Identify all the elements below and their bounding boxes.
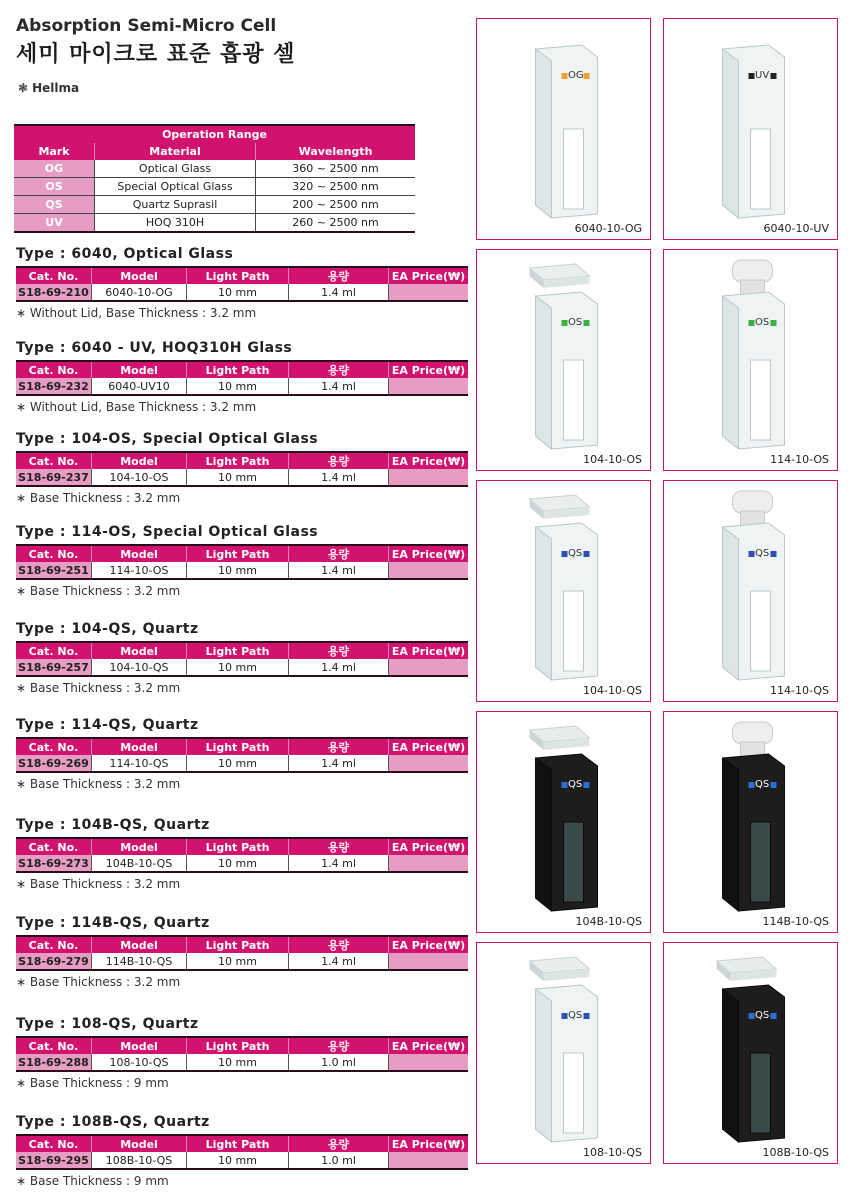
col-header-price: EA Price(₩) [389,1037,469,1054]
light-path-cell: 10 mm [187,855,289,872]
col-header-cat-no: Cat. No. [16,267,92,284]
col-header-light-path: Light Path [187,361,289,378]
cuvette-illustration [664,481,837,686]
product-section [16,340,471,414]
table-row [16,469,468,486]
col-header-cat-no: Cat. No. [16,361,92,378]
col-header-volume: 용량 [289,838,389,855]
operation-range-table [14,124,415,233]
cuvette-mark-label: QS [568,548,583,559]
product-section [16,246,471,320]
page-title-ko: 세미 마이크로 표준 흡광 셀 [16,42,296,67]
col-header-model: Model [92,361,187,378]
col-header-volume: 용량 [289,452,389,469]
model-cell: 114-10-OS [92,562,187,579]
product-image-panel [476,18,651,240]
model-cell: 104B-10-QS [92,855,187,872]
col-header-cat-no: Cat. No. [16,1037,92,1054]
mark-cell: QS [14,196,95,214]
cuvette-illustration [664,943,837,1148]
col-header-model: Model [92,1037,187,1054]
product-section [16,915,471,989]
model-cell: 114-10-QS [92,755,187,772]
cuvette-mark-label: QS [755,779,770,790]
col-header-light-path: Light Path [187,545,289,562]
col-header-material: Material [95,143,256,160]
volume-cell: 1.4 ml [289,755,389,772]
light-path-cell: 10 mm [187,284,289,301]
image-caption: 104B-10-QS [575,915,642,928]
model-cell: 104-10-OS [92,469,187,486]
col-header-model: Model [92,545,187,562]
volume-cell: 1.4 ml [289,469,389,486]
light-path-cell: 10 mm [187,659,289,676]
product-section [16,717,471,791]
col-header-price: EA Price(₩) [389,361,469,378]
col-header-volume: 용량 [289,545,389,562]
col-header-model: Model [92,452,187,469]
volume-cell: 1.0 ml [289,1054,389,1071]
cuvette-illustration [664,250,837,455]
price-cell [389,469,469,486]
product-table [16,1036,468,1072]
product-note: ∗ Without Lid, Base Thickness : 3.2 mm [16,400,257,414]
product-table [16,266,468,302]
material-cell: Special Optical Glass [95,178,256,196]
table-row [16,1054,468,1071]
product-note: ∗ Base Thickness : 3.2 mm [16,584,181,598]
product-section [16,1016,471,1090]
volume-cell: 1.4 ml [289,659,389,676]
col-header-model: Model [92,642,187,659]
col-header-light-path: Light Path [187,936,289,953]
cuvette-illustration [664,19,837,224]
cat-no-cell: S18-69-210 [16,284,92,301]
cuvette-illustration [477,943,650,1148]
col-header-cat-no: Cat. No. [16,936,92,953]
col-header-volume: 용량 [289,936,389,953]
col-header-mark: Mark [14,143,95,160]
col-header-cat-no: Cat. No. [16,642,92,659]
light-path-cell: 10 mm [187,1054,289,1071]
product-type-title: Type : 104-QS, Quartz [16,621,199,637]
material-cell: Optical Glass [95,160,256,178]
volume-cell: 1.0 ml [289,1152,389,1169]
cat-no-cell: S18-69-257 [16,659,92,676]
price-cell [389,1152,469,1169]
cuvette-illustration [664,712,837,917]
product-section [16,431,471,505]
cat-no-cell: S18-69-269 [16,755,92,772]
product-type-title: Type : 6040, Optical Glass [16,246,234,262]
col-header-cat-no: Cat. No. [16,452,92,469]
table-row [16,855,468,872]
col-header-price: EA Price(₩) [389,838,469,855]
price-cell [389,855,469,872]
col-header-price: EA Price(₩) [389,267,469,284]
cat-no-cell: S18-69-251 [16,562,92,579]
col-header-cat-no: Cat. No. [16,545,92,562]
product-type-title: Type : 6040 - UV, HOQ310H Glass [16,340,293,356]
cat-no-cell: S18-69-232 [16,378,92,395]
col-header-light-path: Light Path [187,838,289,855]
light-path-cell: 10 mm [187,469,289,486]
volume-cell: 1.4 ml [289,953,389,970]
product-table [16,935,468,971]
table-row [14,178,415,196]
product-section [16,621,471,695]
table-row [16,284,468,301]
col-header-light-path: Light Path [187,267,289,284]
col-header-light-path: Light Path [187,1037,289,1054]
price-cell [389,755,469,772]
model-cell: 108-10-QS [92,1054,187,1071]
brand-logo [18,81,79,95]
col-header-price: EA Price(₩) [389,738,469,755]
cat-no-cell: S18-69-237 [16,469,92,486]
table-row [16,1152,468,1169]
product-image-panel [663,249,838,471]
col-header-model: Model [92,1135,187,1152]
col-header-light-path: Light Path [187,452,289,469]
product-section [16,817,471,891]
col-header-price: EA Price(₩) [389,1135,469,1152]
table-row [16,755,468,772]
cat-no-cell: S18-69-273 [16,855,92,872]
col-header-price: EA Price(₩) [389,452,469,469]
light-path-cell: 10 mm [187,953,289,970]
product-note: ∗ Base Thickness : 3.2 mm [16,975,181,989]
product-table [16,451,468,487]
cuvette-mark-label: OG [568,70,584,81]
image-caption: 114-10-OS [770,453,829,466]
product-table [16,1134,468,1170]
col-header-volume: 용량 [289,361,389,378]
cuvette-mark-label: QS [568,779,583,790]
volume-cell: 1.4 ml [289,378,389,395]
product-section [16,1114,471,1188]
col-header-volume: 용량 [289,1135,389,1152]
material-cell: Quartz Suprasil [95,196,256,214]
page-title-en: Absorption Semi-Micro Cell [16,16,277,36]
flower-icon: ❃ [18,81,29,95]
col-header-light-path: Light Path [187,738,289,755]
product-section [16,524,471,598]
price-cell [389,1054,469,1071]
cat-no-cell: S18-69-295 [16,1152,92,1169]
image-caption: 114B-10-QS [762,915,829,928]
price-cell [389,378,469,395]
product-type-title: Type : 108B-QS, Quartz [16,1114,210,1130]
table-row [16,953,468,970]
material-cell: HOQ 310H [95,214,256,233]
col-header-wavelength: Wavelength [256,143,416,160]
price-cell [389,659,469,676]
col-header-volume: 용량 [289,1037,389,1054]
cat-no-cell: S18-69-288 [16,1054,92,1071]
image-caption: 104-10-QS [583,684,642,697]
product-image-panel [476,249,651,471]
product-type-title: Type : 114-QS, Quartz [16,717,199,733]
col-header-model: Model [92,267,187,284]
table-row [14,214,415,233]
model-cell: 108B-10-QS [92,1152,187,1169]
col-header-model: Model [92,838,187,855]
image-caption: 6040-10-OG [574,222,642,235]
product-type-title: Type : 114-OS, Special Optical Glass [16,524,319,540]
cuvette-mark-label: OS [568,317,583,328]
product-note: ∗ Without Lid, Base Thickness : 3.2 mm [16,306,257,320]
col-header-price: EA Price(₩) [389,936,469,953]
col-header-model: Model [92,738,187,755]
product-image-panel [663,18,838,240]
product-image-panel [476,480,651,702]
cuvette-illustration [477,712,650,917]
cuvette-mark-label: QS [755,1010,770,1021]
product-table [16,544,468,580]
image-caption: 108-10-QS [583,1146,642,1159]
image-caption: 104-10-OS [583,453,642,466]
wavelength-cell: 200 ~ 2500 nm [256,196,416,214]
wavelength-cell: 360 ~ 2500 nm [256,160,416,178]
product-image-panel [663,942,838,1164]
col-header-light-path: Light Path [187,642,289,659]
col-header-cat-no: Cat. No. [16,1135,92,1152]
product-image-panel [476,942,651,1164]
model-cell: 6040-10-OG [92,284,187,301]
col-header-model: Model [92,936,187,953]
table-row [16,378,468,395]
product-image-panel [663,711,838,933]
mark-cell: OG [14,160,95,178]
wavelength-cell: 320 ~ 2500 nm [256,178,416,196]
col-header-cat-no: Cat. No. [16,738,92,755]
product-note: ∗ Base Thickness : 3.2 mm [16,777,181,791]
cat-no-cell: S18-69-279 [16,953,92,970]
operation-range-caption: Operation Range [14,125,415,143]
product-type-title: Type : 104-OS, Special Optical Glass [16,431,319,447]
col-header-price: EA Price(₩) [389,545,469,562]
cuvette-illustration [477,481,650,686]
light-path-cell: 10 mm [187,1152,289,1169]
cuvette-mark-label: OS [755,317,770,328]
cuvette-mark-label: UV [755,70,770,81]
image-caption: 114-10-QS [770,684,829,697]
col-header-price: EA Price(₩) [389,642,469,659]
product-type-title: Type : 114B-QS, Quartz [16,915,210,931]
table-row [16,659,468,676]
product-table [16,360,468,396]
light-path-cell: 10 mm [187,378,289,395]
product-table [16,641,468,677]
col-header-volume: 용량 [289,738,389,755]
model-cell: 6040-UV10 [92,378,187,395]
col-header-volume: 용량 [289,267,389,284]
product-type-title: Type : 104B-QS, Quartz [16,817,210,833]
product-note: ∗ Base Thickness : 3.2 mm [16,491,181,505]
image-caption: 6040-10-UV [763,222,829,235]
col-header-light-path: Light Path [187,1135,289,1152]
product-note: ∗ Base Thickness : 3.2 mm [16,877,181,891]
table-row [14,196,415,214]
model-cell: 114B-10-QS [92,953,187,970]
col-header-cat-no: Cat. No. [16,838,92,855]
product-image-panel [476,711,651,933]
volume-cell: 1.4 ml [289,562,389,579]
cuvette-illustration [477,19,650,224]
product-image-panel [663,480,838,702]
product-table [16,737,468,773]
brand-name: Hellma [32,81,80,95]
price-cell [389,562,469,579]
volume-cell: 1.4 ml [289,284,389,301]
cuvette-mark-label: QS [755,548,770,559]
product-table [16,837,468,873]
image-caption: 108B-10-QS [762,1146,829,1159]
price-cell [389,953,469,970]
product-note: ∗ Base Thickness : 3.2 mm [16,681,181,695]
wavelength-cell: 260 ~ 2500 nm [256,214,416,233]
model-cell: 104-10-QS [92,659,187,676]
table-row [14,160,415,178]
volume-cell: 1.4 ml [289,855,389,872]
col-header-volume: 용량 [289,642,389,659]
light-path-cell: 10 mm [187,755,289,772]
price-cell [389,284,469,301]
mark-cell: OS [14,178,95,196]
product-note: ∗ Base Thickness : 9 mm [16,1076,169,1090]
mark-cell: UV [14,214,95,233]
table-row [16,562,468,579]
cuvette-illustration [477,250,650,455]
product-note: ∗ Base Thickness : 9 mm [16,1174,169,1188]
light-path-cell: 10 mm [187,562,289,579]
product-type-title: Type : 108-QS, Quartz [16,1016,199,1032]
cuvette-mark-label: QS [568,1010,583,1021]
